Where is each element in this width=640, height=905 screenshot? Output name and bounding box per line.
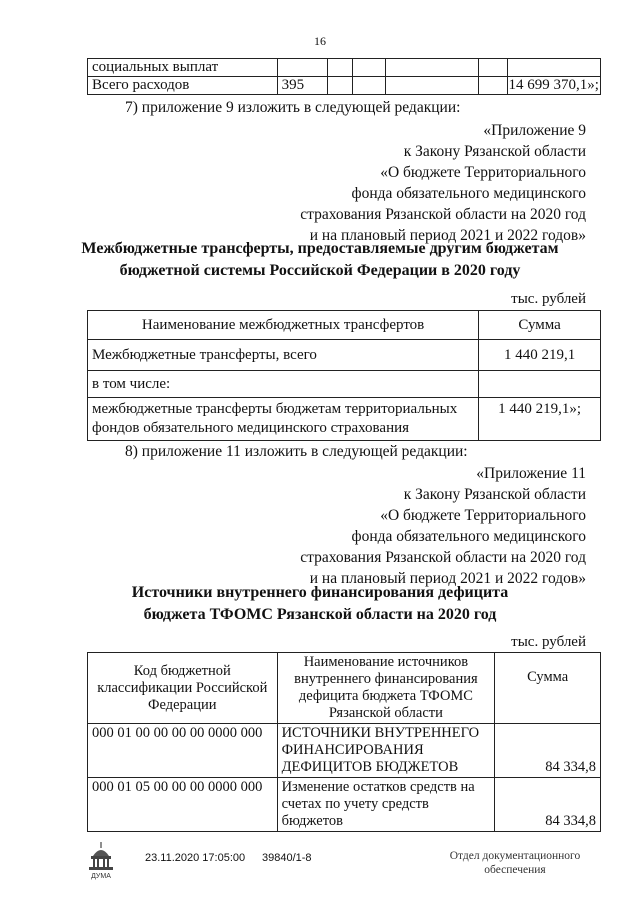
table-header: Наименование межбюджетных трансфертов Сумма	[88, 311, 601, 340]
table-row: 000 01 00 00 00 00 0000 000 ИСТОЧНИКИ ВНУТРЕННЕГО ФИНАНСИРОВАНИЯ ДЕФИЦИТОВ БЮДЖЕТОВ 84 334,8	[88, 724, 601, 778]
units-label: тыс. рублей	[511, 291, 586, 307]
table-row	[88, 77, 601, 95]
row-amount: 14 699 370,1»;	[508, 77, 599, 93]
row-code: 395	[277, 77, 328, 95]
page-number: 16	[314, 34, 326, 48]
footer-datetime: 23.11.2020 17:05:00	[145, 852, 246, 864]
table-row: межбюджетные трансферты бюджетам территориальных фондов обязательного медицинского страхования 1 440 219,1»;	[88, 398, 601, 441]
section-title-transfers: Межбюджетные трансферты, предоставляемые другим бюджетам бюджетной системы Российской Федерации в 2020 году	[81, 240, 559, 279]
section-title-sources: Источники внутреннего финансирования дефицита бюджета ТФОМС Рязанской области на 2020 год	[131, 584, 509, 623]
item-7: 7) приложение 9 изложить в следующей редакции:	[125, 99, 461, 116]
svg-text:ДУМА: ДУМА	[91, 873, 111, 880]
transfers-table	[87, 310, 601, 441]
item-8: 8) приложение 11 изложить в следующей редакции:	[125, 443, 468, 460]
table-header: Код бюджетной классификации Российской Федерации Наименование источников внутреннего финансирования дефицита бюджета ТФОМС Рязанской области Сумма	[88, 653, 601, 724]
table-row: в том числе:	[88, 371, 601, 398]
table-row: Межбюджетные трансферты, всего 1 440 219,1	[88, 340, 601, 371]
expenses-table-continuation	[87, 58, 601, 95]
financing-sources-table	[87, 652, 601, 832]
appendix-9-header: «Приложение 9 к Закону Рязанской области «О бюджете Территориального фонда обязательного медицинского страхования Рязанской области на 2020 год и на плановый период 2021 и 2022 годов»	[300, 122, 586, 244]
appendix-11-header: «Приложение 11 к Закону Рязанской области «О бюджете Территориального фонда обязательного медицинского страхования Рязанской области на 2020 год и на плановый период 2021 и 2022 годов»	[300, 465, 586, 587]
row-label: социальных выплат	[88, 59, 278, 77]
units-label: тыс. рублей	[511, 634, 586, 650]
row-label: Всего расходов	[88, 77, 278, 95]
footer-doc-id: 39840/1-8	[262, 852, 312, 864]
table-row: 000 01 05 00 00 00 0000 000 Изменение остатков средств на счетах по учету средств бюджетов 84 334,8	[88, 778, 601, 832]
duma-logo-icon	[84, 840, 118, 882]
table-row	[88, 59, 601, 77]
department-stamp: Отдел документационного обеспечения	[449, 850, 581, 876]
